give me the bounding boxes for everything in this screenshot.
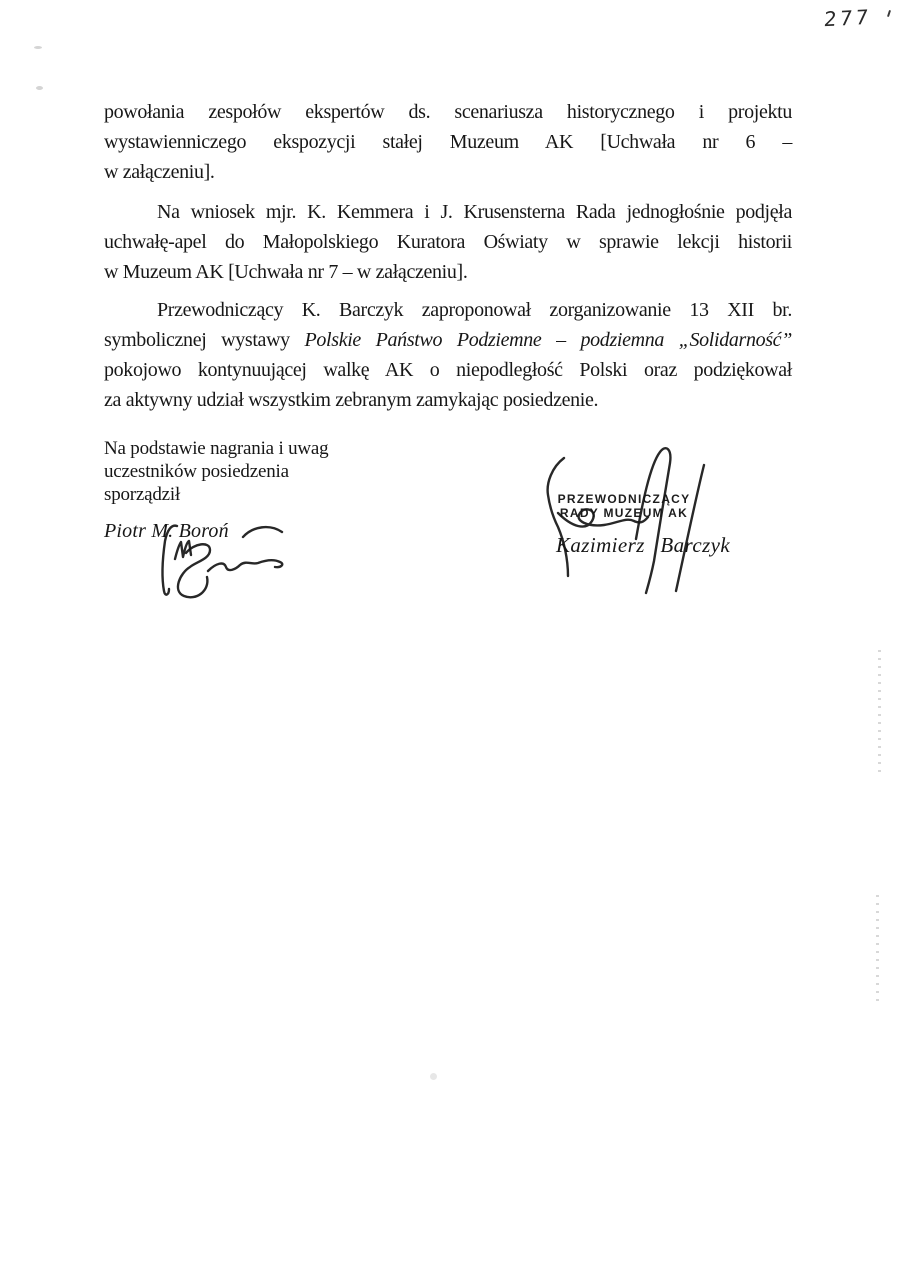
scan-speck: [36, 86, 43, 90]
handwritten-page-number: 277: [822, 4, 873, 32]
paragraph-line: [104, 325, 792, 355]
paragraph-line: Przewodniczący K. Barczyk zaproponował zorganizowanie 13 XII br.: [157, 299, 792, 321]
scan-speck: [34, 46, 42, 49]
exhibition-title-italic: Polskie Państwo Podziemne – podziemna „Solidarność”: [304, 329, 792, 351]
attribution-line: Na podstawie nagrania i uwag: [104, 438, 329, 459]
scan-speck: [430, 1073, 437, 1080]
paragraph-line: w załączeniu].: [104, 161, 215, 183]
author-name: Piotr M. Boroń: [104, 520, 229, 542]
pen-tick-mark: [887, 10, 891, 17]
scan-artifact-dots: [876, 895, 879, 1007]
paragraph-line: za aktywny udział wszystkim zebranym zamykając posiedzenie.: [104, 389, 599, 411]
paragraph-3: [104, 295, 792, 415]
paragraph-line: uchwałę-apel do Małopolskiego Kuratora Oświaty w sprawie lekcji historii: [104, 231, 792, 253]
paragraph-2: [104, 197, 792, 287]
paragraph-1: [104, 97, 792, 187]
paragraph-text: symbolicznej wystawy: [104, 329, 290, 351]
paragraph-line: w Muzeum AK [Uchwała nr 7 – w załączeniu].: [104, 261, 468, 283]
author-signature: [138, 515, 308, 615]
paragraph-line: wystawienniczego ekspozycji stałej Muzeum AK [Uchwała nr 6 –: [104, 131, 792, 153]
paragraph-line: pokojowo kontynuującej walkę AK o niepodległość Polski oraz podziękował: [104, 359, 792, 381]
attribution-line: sporządził: [104, 484, 181, 505]
paragraph-line: Na wniosek mjr. K. Kemmera i J. Krusensterna Rada jednogłośnie podjęła: [157, 201, 792, 223]
stamp-line: RADY MUZEUM AK: [559, 506, 689, 520]
attribution-line: uczestników posiedzenia: [104, 461, 289, 482]
chairman-name: Kazimierz Barczyk: [556, 533, 731, 557]
stamp-line: PRZEWODNICZĄCY: [557, 492, 691, 506]
scan-artifact-dots: [878, 650, 881, 772]
paragraph-line: powołania zespołów ekspertów ds. scenariusza historycznego i projektu: [104, 101, 792, 123]
chairman-signature: [538, 443, 748, 608]
author-attribution-block: [104, 437, 364, 506]
